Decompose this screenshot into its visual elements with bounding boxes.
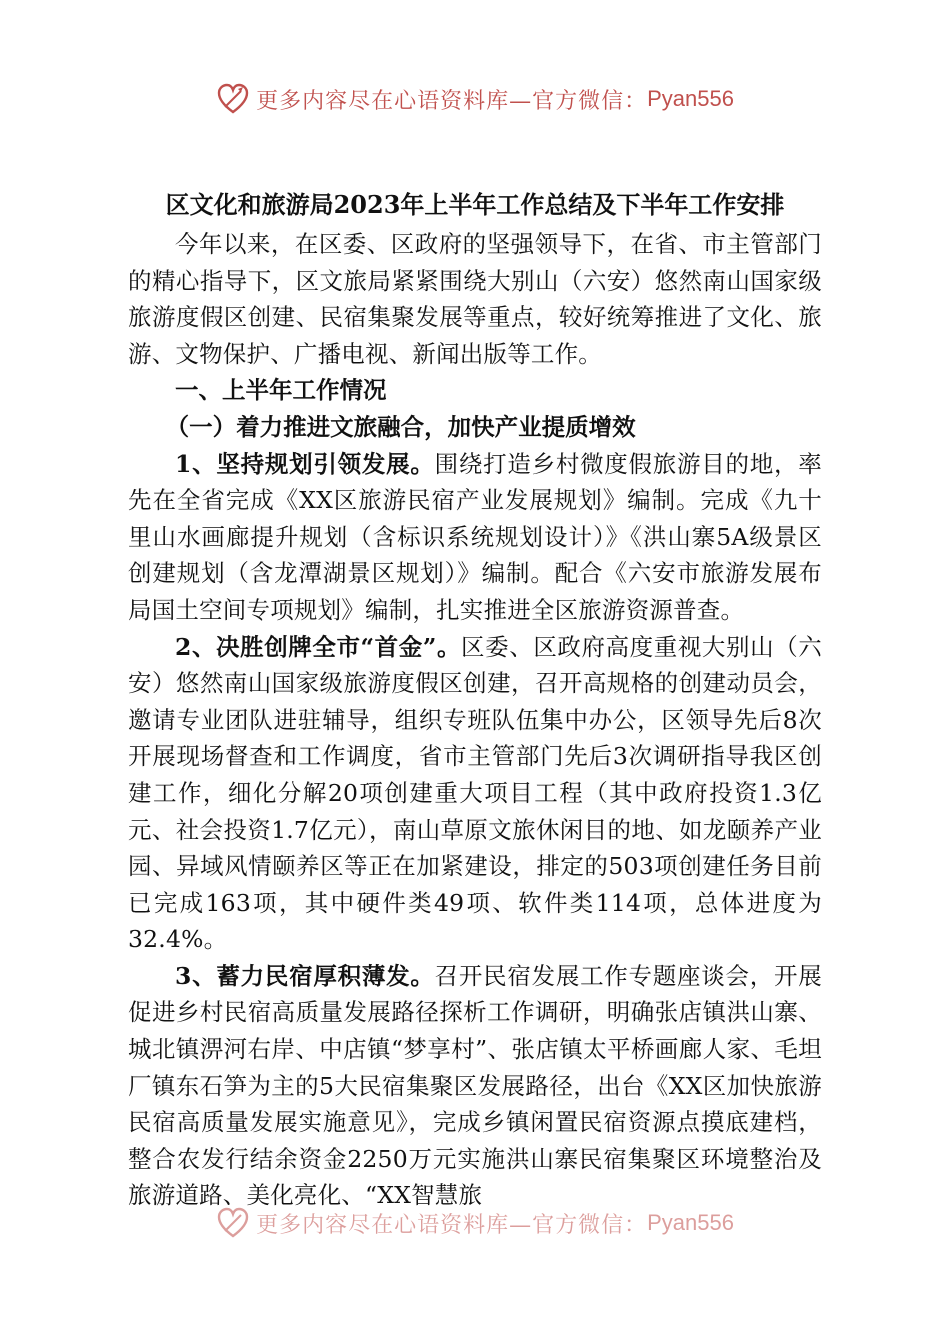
item-paragraph-1	[128, 446, 822, 629]
intro-paragraph: 今年以来，在区委、区政府的坚强领导下，在省、市主管部门的精心指导下，区文旅局紧紧围绕大别山（六安）悠然南山国家级旅游度假区创建、民宿集聚发展等重点，较好统筹推进了文化、旅游、文物保护、广播电视、新闻出版等工作。	[128, 230, 822, 368]
heart-quill-logo-icon	[216, 82, 250, 116]
document-body	[128, 184, 822, 1214]
item-lead-2: 2、决胜创牌全市“首金”。	[175, 632, 462, 661]
item-paragraph-2	[128, 629, 822, 958]
item-body-3: 召开民宿发展工作专题座谈会，开展促进乡村民宿高质量发展路径探析工作调研，明确张店镇洪山寨、城北镇淠河右岸、中店镇“梦享村”、张店镇太平桥画廊人家、毛坦厂镇东石笋为主的5大民宿集聚区发展路径，出台《XX区加快旅游民宿高质量发展实施意见》，完成乡镇闲置民宿资源点摸底建档，整合农发行结余资金2250万元实施洪山寨民宿集聚区环境整治及旅游道路、美化亮化、“XX智慧旅	[128, 961, 822, 1210]
watermark-text: 更多内容尽在心语资料库—官方微信：	[256, 88, 648, 114]
item-body-1: 围绕打造乡村微度假旅游目的地，率先在全省完成《XX区旅游民宿产业发展规划》编制。完成《九十里山水画廊提升规划（含标识系统规划设计）》《洪山寨5A级景区创建规划（含龙潭湖景区规划）》编制。配合《六安市旅游发展布局国土空间专项规划》编制，扎实推进全区旅游资源普查。	[128, 449, 822, 624]
watermark-banner-top	[0, 74, 950, 124]
heart-quill-logo-icon	[216, 1206, 250, 1240]
item-paragraph-3	[128, 958, 822, 1214]
watermark-wechat-id-bottom: Pyan556	[647, 1210, 734, 1235]
document-title: 区文化和旅游局2023年上半年工作总结及下半年工作安排	[165, 190, 785, 219]
item-lead-1: 1、坚持规划引领发展。	[175, 449, 435, 478]
item-lead-3: 3、蓄力民宿厚积薄发。	[175, 961, 435, 990]
watermark-banner-bottom	[0, 1198, 950, 1248]
watermark-wechat-id: Pyan556	[647, 86, 734, 111]
item-body-2: 区委、区政府高度重视大别山（六安）悠然南山国家级旅游度假区创建，召开高规格的创建动员会，邀请专业团队进驻辅导，组织专班队伍集中办公，区领导先后8次开展现场督查和工作调度，省市主管部门先后3次调研指导我区创建工作，细化分解20项创建重大项目工程（其中政府投资1.3亿元、社会投资1.7亿元），南山草原文旅休闲目的地、如龙颐养产业园、异域风情颐养区等正在加紧建设，排定的503项创建任务目前已完成163项，其中硬件类49项、软件类114项，总体进度为32.4%。	[128, 632, 822, 954]
section-heading: 一、上半年工作情况	[175, 376, 387, 405]
subsection-heading: （一）着力推进文旅融合，加快产业提质增效	[165, 412, 636, 441]
watermark-text-bottom: 更多内容尽在心语资料库—官方微信：	[256, 1212, 648, 1238]
